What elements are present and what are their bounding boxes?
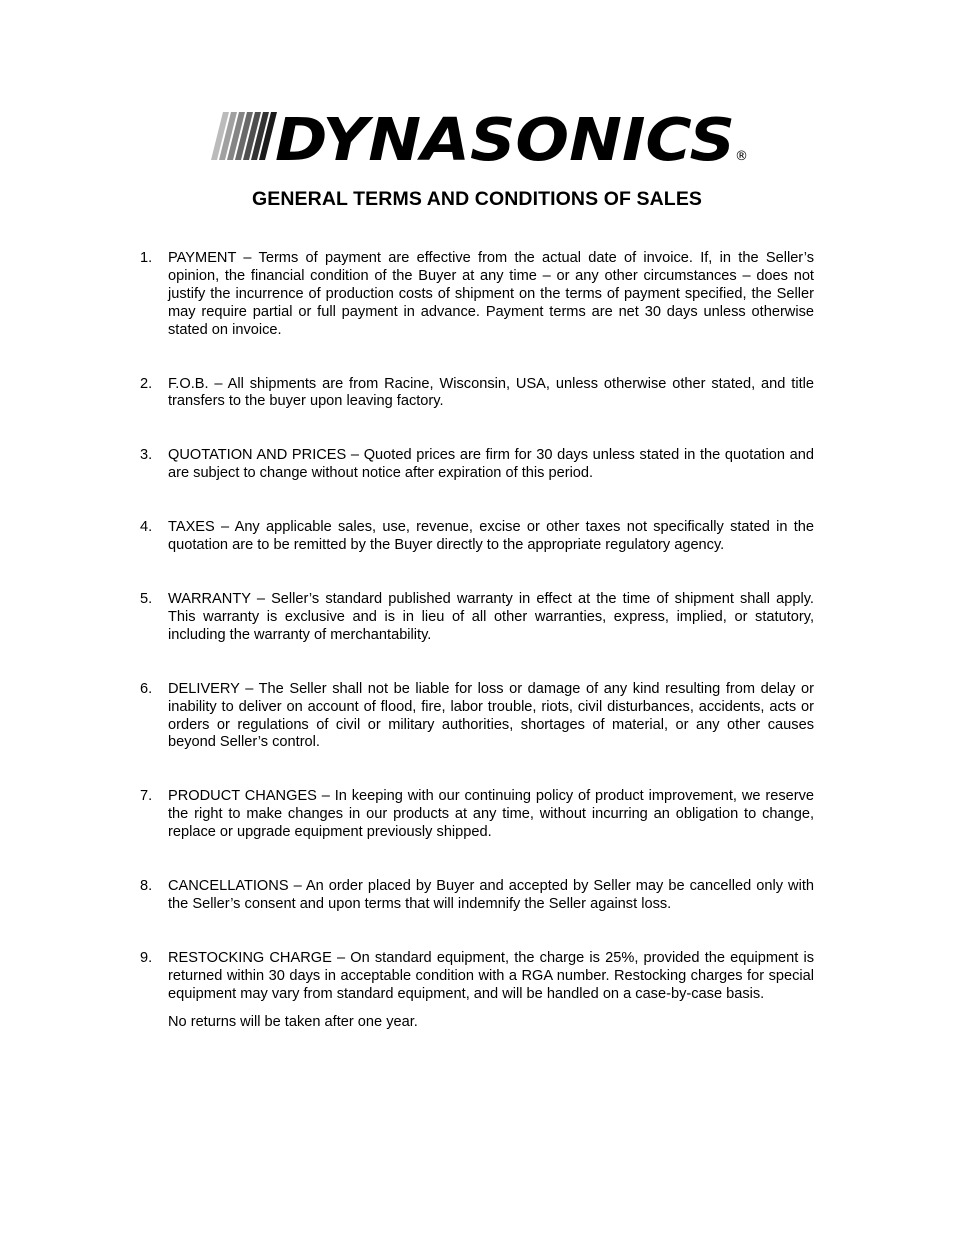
term-item-payment (140, 250, 814, 340)
term-item-restocking-charge (140, 950, 814, 1032)
terms-list (140, 250, 814, 1067)
term-note: No returns will be taken after one year. (168, 1013, 418, 1030)
term-text: QUOTATION AND PRICES – Quoted prices are firm for 30 days unless stated in the quotation and are subject to change without notice after expiration of this period. (168, 447, 814, 482)
term-text: WARRANTY – Seller’s standard published warranty in effect at the time of shipment shall apply. This warranty is exclusive and is in lieu of all other warranties, express, implied, or statutory, including the warranty of merchantability. (168, 590, 814, 643)
term-text: DELIVERY – The Seller shall not be liable for loss or damage of any kind resulting from delay or inability to deliver on account of flood, fire, labor trouble, riots, civil disturbances, accidents, acts or orders or regulations of civil or military authorities, shortages of material, or any other causes beyond Seller’s control. (168, 680, 814, 751)
logo-wordmark: DYNASONICS (275, 108, 735, 168)
logo-graphic (209, 108, 749, 168)
term-number: 3. (140, 447, 153, 464)
term-text: PAYMENT – Terms of payment are effective from the actual date of invoice. If, in the Seller’s opinion, the financial condition of the Buyer at any time – or any other circumstances – does not justify the incurrence of production costs of shipment on the terms of payment specified, the Seller may require partial or full payment in advance. Payment terms are net 30 days unless otherwise stated on invoice. (168, 250, 814, 338)
term-number: 7. (140, 788, 153, 805)
term-text: TAXES – Any applicable sales, use, revenue, excise or other taxes not specifically stated in the quotation are to be remitted by the Buyer directly to the appropriate regulatory agency. (168, 519, 814, 554)
term-text: F.O.B. – All shipments are from Racine, Wisconsin, USA, unless otherwise other stated, and title transfers to the buyer upon leaving factory. (168, 375, 814, 410)
term-item-fob (140, 376, 814, 412)
term-text: CANCELLATIONS – An order placed by Buyer and accepted by Seller may be cancelled only with the Seller’s consent and upon terms that will indemnify the Seller against loss. (168, 878, 814, 912)
term-number: 8. (140, 878, 153, 895)
term-number: 1. (140, 250, 153, 266)
term-number: 6. (140, 680, 153, 697)
term-item-taxes (140, 519, 814, 555)
term-number: 5. (140, 590, 153, 607)
term-item-delivery (140, 681, 814, 753)
term-item-warranty (140, 591, 814, 645)
dynasonics-logo (209, 108, 749, 168)
term-number: 9. (140, 949, 153, 966)
term-item-quotation-and-prices (140, 447, 814, 483)
term-item-product-changes (140, 788, 814, 842)
term-text: PRODUCT CHANGES – In keeping with our continuing policy of product improvement, we reserve the right to make changes in our products at any time, without incurring an obligation to change, replace or upgrade equipment previously shipped. (168, 788, 814, 841)
speed-lines-icon (211, 112, 277, 160)
registered-mark: ® (735, 149, 748, 164)
term-text: RESTOCKING CHARGE – On standard equipment, the charge is 25%, provided the equipment is returned within 30 days in acceptable condition with a RGA number. Restocking charges for special equipment may vary from standard equipment, and will be handled on a case-by-case basis. (168, 949, 814, 1002)
page-title: GENERAL TERMS AND CONDITIONS OF SALES (251, 188, 703, 210)
term-number: 4. (140, 519, 153, 536)
term-item-cancellations (140, 878, 814, 914)
term-number: 2. (140, 375, 153, 392)
